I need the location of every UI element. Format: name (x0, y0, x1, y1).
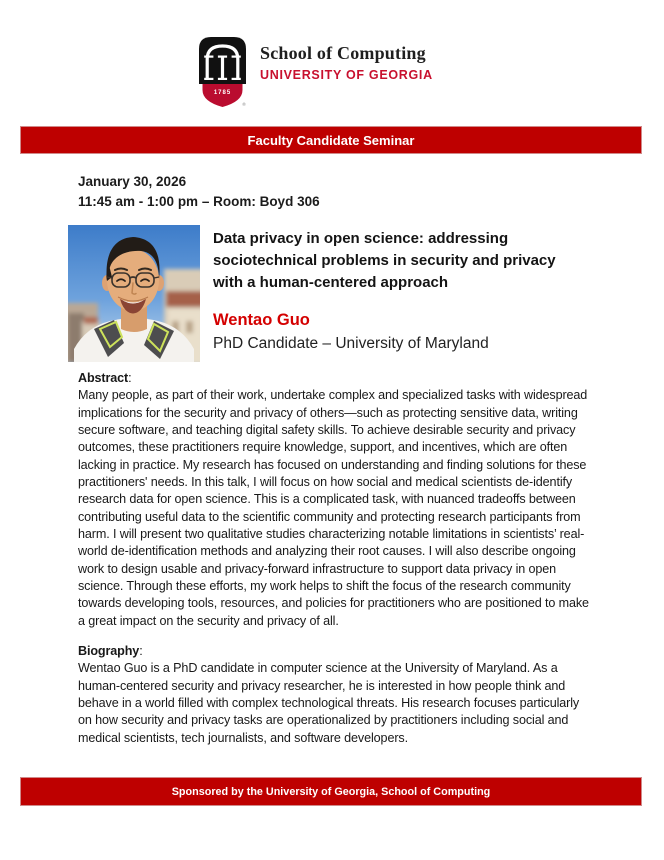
talk-block (213, 228, 605, 354)
event-details (78, 172, 320, 211)
talk-title-line-1: Data privacy in open science: addressing (213, 230, 509, 247)
speaker-name: Wentao Guo (213, 311, 310, 329)
sponsor-banner-label: Sponsored by the University of Georgia, School of Computing (171, 785, 491, 798)
seminar-banner (20, 126, 642, 154)
abstract-heading (78, 370, 590, 387)
uga-arch-icon (199, 37, 246, 107)
sponsor-banner (20, 777, 642, 806)
school-name: School of Computing (260, 43, 426, 63)
registered-mark: ® (242, 102, 246, 107)
abstract-heading-colon: : (128, 371, 132, 385)
talk-title (213, 228, 605, 294)
abstract-section (78, 370, 593, 630)
abstract-heading-word: Abstract (78, 371, 129, 385)
uga-logo-lockup (199, 37, 433, 107)
university-name: UNIVERSITY OF GEORGIA (260, 68, 433, 82)
arch-year-label: 1785 (213, 90, 232, 96)
event-time-room: 11:45 am - 1:00 pm – Room: Boyd 306 (78, 193, 320, 209)
biography-section (78, 643, 590, 747)
logo-text (260, 37, 433, 82)
seminar-banner-label: Faculty Candidate Seminar (247, 132, 415, 148)
talk-title-line-2: sociotechnical problems in security and privacy (213, 252, 556, 269)
biography-heading (78, 643, 590, 660)
speaker-affiliation: PhD Candidate – University of Maryland (213, 335, 489, 352)
biography-body: Wentao Guo is a PhD candidate in computer science at the University of Maryland. As a human-centered security and privacy researcher, he is interested in how people think and behave in a world filled with complex technological threats. His research focuses particularly on how security and privacy tasks are operationalized by practitioners including social and medical scientists, tech journalists, and software developers. (78, 661, 583, 745)
event-date: January 30, 2026 (78, 174, 187, 189)
biography-heading-colon: : (139, 644, 143, 658)
biography-heading-word: Biography (78, 644, 140, 658)
talk-title-line-3: with a human-centered approach (213, 274, 449, 291)
speaker-photo (68, 225, 200, 362)
abstract-body: Many people, as part of their work, undertake complex and specialized tasks with widespread implications for the security and privacy of others—such as protecting sensitive data, writing secure software, and teaching digital safety skills. To achieve desirable security and privacy outcomes, these practitioners require knowledge, support, and incentives, which are often lacking in practice. My research has focused on understanding and finding solutions for these practitioners' needs. In this talk, I will focus on how social and medical scientists de-identify research data for open science. This is a complicated task, with nuanced tradeoffs between contributing useful data to the scientific community and protecting research participants from harm. I will present two qualitative studies characterizing notable limitations in scientists’ real-world de-identification methods and analyzing their root causes. I will also describe ongoing work to design usable and privacy-forward infrastructure to support data privacy in open science. Through these efforts, my work helps to shift the focus of the research community towards developing tools, resources, and policies for practitioners who are positioned to make a great impact on the security and privacy of all. (78, 388, 593, 628)
